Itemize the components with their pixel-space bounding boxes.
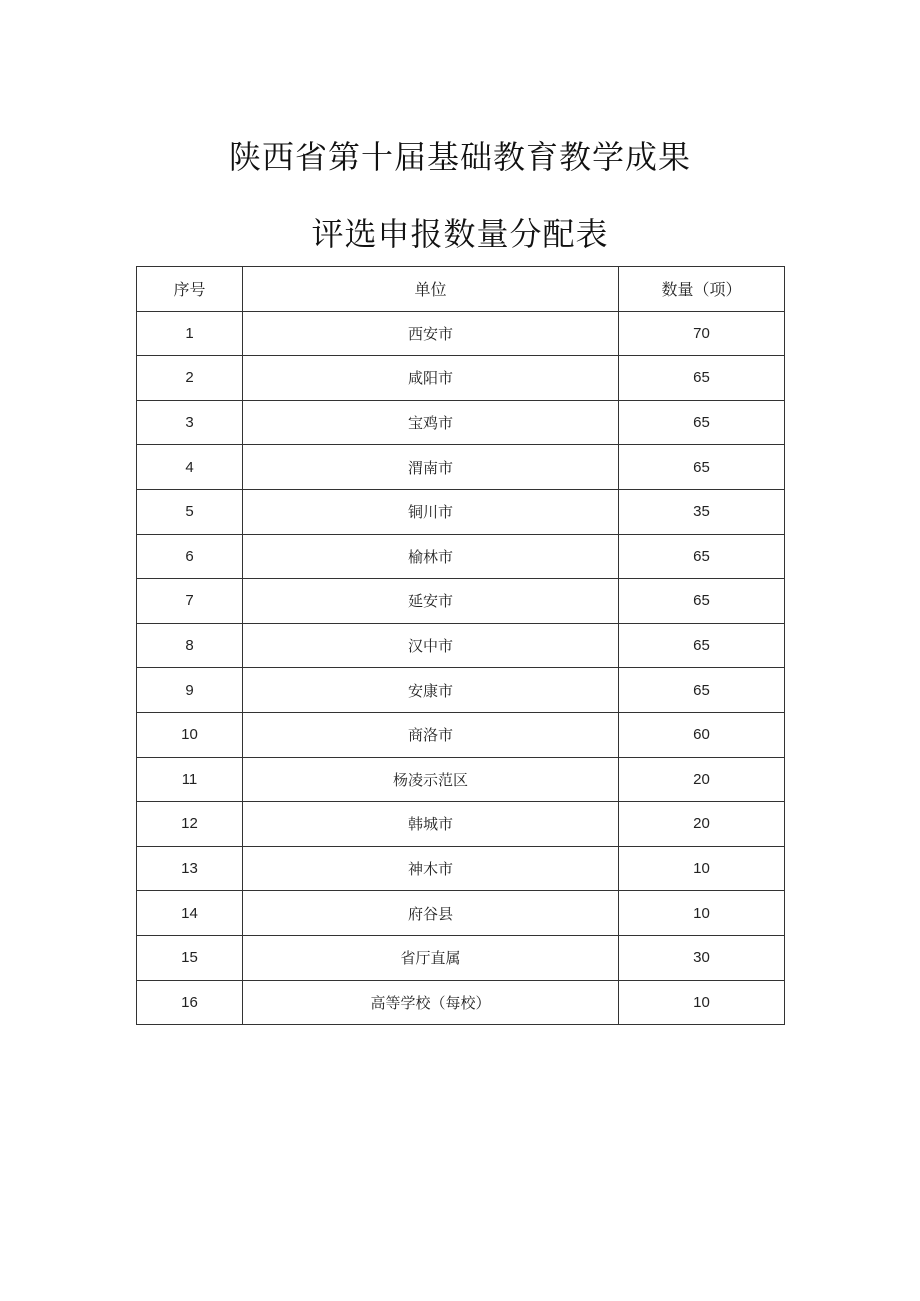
table-row xyxy=(137,356,785,401)
cell-unit: 铜川市 xyxy=(243,489,619,534)
cell-unit: 安康市 xyxy=(243,668,619,713)
cell-unit: 府谷县 xyxy=(243,891,619,936)
document-title-line-1: 陕西省第十届基础教育教学成果 xyxy=(228,138,691,176)
cell-unit: 宝鸡市 xyxy=(243,400,619,445)
cell-serial-number: 15 xyxy=(137,935,243,980)
cell-unit: 高等学校（每校） xyxy=(243,980,619,1025)
cell-serial-number: 6 xyxy=(137,534,243,579)
header-unit: 单位 xyxy=(243,267,619,312)
cell-quantity: 65 xyxy=(619,579,785,624)
cell-unit: 韩城市 xyxy=(243,802,619,847)
cell-quantity: 35 xyxy=(619,489,785,534)
cell-quantity: 10 xyxy=(619,846,785,891)
table-row xyxy=(137,668,785,713)
cell-serial-number: 4 xyxy=(137,445,243,490)
table-header-row xyxy=(137,267,785,312)
table-row xyxy=(137,489,785,534)
table-row xyxy=(137,802,785,847)
cell-quantity: 30 xyxy=(619,935,785,980)
cell-quantity: 60 xyxy=(619,712,785,757)
cell-unit: 榆林市 xyxy=(243,534,619,579)
cell-quantity: 65 xyxy=(619,356,785,401)
cell-serial-number: 7 xyxy=(137,579,243,624)
cell-unit: 省厅直属 xyxy=(243,935,619,980)
cell-quantity: 20 xyxy=(619,802,785,847)
cell-unit: 神木市 xyxy=(243,846,619,891)
cell-serial-number: 1 xyxy=(137,311,243,356)
cell-unit: 延安市 xyxy=(243,579,619,624)
cell-unit: 商洛市 xyxy=(243,712,619,757)
cell-quantity: 70 xyxy=(619,311,785,356)
cell-serial-number: 16 xyxy=(137,980,243,1025)
cell-serial-number: 11 xyxy=(137,757,243,802)
table-row xyxy=(137,757,785,802)
table-row xyxy=(137,980,785,1025)
cell-serial-number: 14 xyxy=(137,891,243,936)
cell-unit: 杨凌示范区 xyxy=(243,757,619,802)
cell-serial-number: 2 xyxy=(137,356,243,401)
table-row xyxy=(137,935,785,980)
cell-serial-number: 10 xyxy=(137,712,243,757)
cell-unit: 汉中市 xyxy=(243,623,619,668)
cell-quantity: 65 xyxy=(619,400,785,445)
cell-quantity: 65 xyxy=(619,623,785,668)
cell-serial-number: 3 xyxy=(137,400,243,445)
cell-quantity: 10 xyxy=(619,891,785,936)
cell-serial-number: 13 xyxy=(137,846,243,891)
table-row xyxy=(137,891,785,936)
table-row xyxy=(137,579,785,624)
cell-quantity: 65 xyxy=(619,534,785,579)
table-row xyxy=(137,400,785,445)
cell-quantity: 65 xyxy=(619,445,785,490)
table-row xyxy=(137,311,785,356)
cell-serial-number: 5 xyxy=(137,489,243,534)
table-row xyxy=(137,712,785,757)
document-title-line-2: 评选申报数量分配表 xyxy=(311,215,609,253)
cell-quantity: 20 xyxy=(619,757,785,802)
cell-serial-number: 12 xyxy=(137,802,243,847)
cell-quantity: 10 xyxy=(619,980,785,1025)
cell-unit: 渭南市 xyxy=(243,445,619,490)
cell-unit: 咸阳市 xyxy=(243,356,619,401)
cell-unit: 西安市 xyxy=(243,311,619,356)
cell-serial-number: 9 xyxy=(137,668,243,713)
table-row xyxy=(137,445,785,490)
cell-quantity: 65 xyxy=(619,668,785,713)
allocation-table xyxy=(136,266,785,1025)
table-row xyxy=(137,534,785,579)
header-serial-number: 序号 xyxy=(137,267,243,312)
table-row xyxy=(137,623,785,668)
cell-serial-number: 8 xyxy=(137,623,243,668)
table-row xyxy=(137,846,785,891)
header-quantity: 数量（项） xyxy=(619,267,785,312)
